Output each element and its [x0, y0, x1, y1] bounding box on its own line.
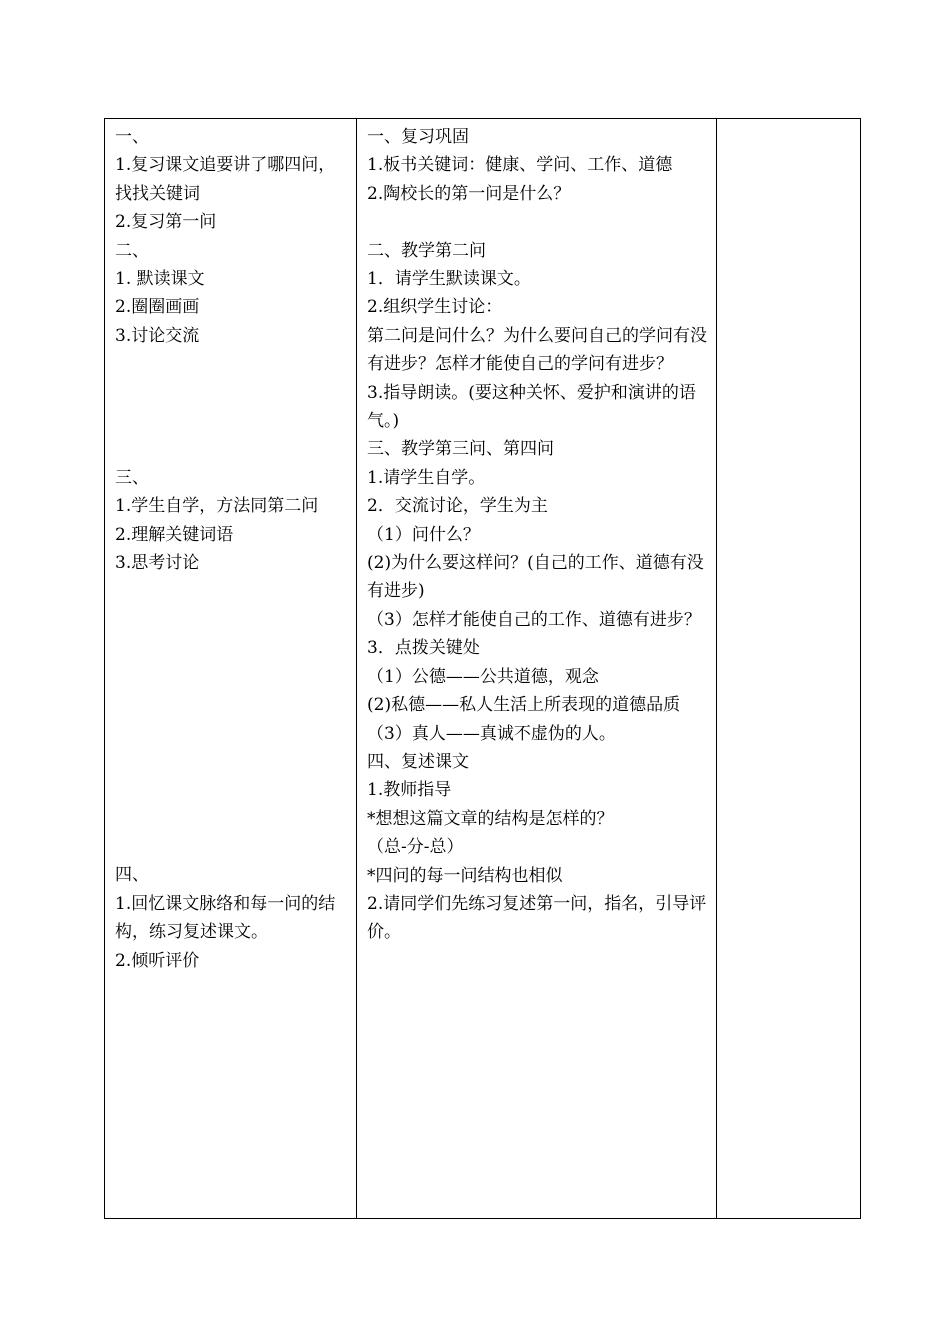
student-activity-line: 3.讨论交流	[115, 325, 200, 346]
teacher-activity-line: 3．点拨关键处	[367, 638, 480, 659]
teacher-activity-line: (2)为什么要这样问？(自己的工作、道德有没有进步)	[367, 553, 704, 602]
teacher-activity-line: 2.陶校长的第一问是什么？	[367, 183, 571, 204]
teacher-activity-line: （1）问什么？	[367, 524, 480, 545]
student-activities-list	[115, 123, 348, 975]
student-activity-line	[115, 719, 348, 747]
teacher-activity-line: 1.板书关键词：健康、学问、工作、道德	[367, 155, 673, 176]
student-activity-line: 2.倾听评价	[115, 950, 200, 971]
teacher-activity-line: 二、教学第二问	[367, 240, 486, 261]
student-activity-line	[115, 379, 348, 407]
student-activities-cell	[105, 119, 357, 1219]
student-activity-line	[115, 748, 348, 776]
student-activity-line: 1.回忆课文脉络和每一问的结构，练习复述课文。	[115, 893, 336, 943]
student-activity-line	[115, 776, 348, 804]
teacher-activity-line: 三、教学第三问、第四问	[367, 439, 554, 460]
teacher-activity-line: 2.请同学们先练习复述第一问，指名，引导评价。	[367, 893, 707, 943]
teacher-activity-line: 1．请学生默读课文。	[367, 269, 531, 290]
teacher-activity-line: 1.教师指导	[367, 780, 452, 801]
teacher-activity-line: （1）公德——公共道德，观念	[367, 666, 599, 687]
notes-cell	[717, 119, 861, 1219]
student-activity-line: 3.思考讨论	[115, 553, 200, 574]
student-activity-line	[115, 407, 348, 435]
student-activity-line: 2.圈圈画画	[115, 297, 200, 318]
student-activity-line	[115, 634, 348, 662]
lesson-plan-table	[104, 118, 861, 1219]
student-activity-line	[115, 691, 348, 719]
teacher-activity-line: 1.请学生自学。	[367, 467, 486, 488]
teacher-activity-line: （总-分-总）	[367, 837, 464, 858]
teacher-activity-line	[367, 208, 708, 236]
student-activity-line: 三、	[115, 467, 149, 488]
teacher-activity-line: *四问的每一问结构也相似	[367, 865, 563, 886]
teacher-activities-list	[367, 123, 708, 947]
student-activity-line: 二、	[115, 240, 149, 261]
student-activity-line	[115, 435, 348, 463]
student-activity-line	[115, 606, 348, 634]
teacher-activity-line: 第二问是问什么？为什么要问自己的学问有没有进步？怎样才能使自己的学问有进步？	[367, 325, 707, 375]
teacher-activity-line: 四、复述课文	[367, 751, 469, 772]
student-activity-line: 2.复习第一问	[115, 212, 217, 233]
student-activity-line	[115, 833, 348, 861]
teacher-activity-line: 2.组织学生讨论：	[367, 297, 503, 318]
student-activity-line: 四、	[115, 865, 149, 886]
student-activity-line	[115, 805, 348, 833]
student-activity-line: 2.理解关键词语	[115, 524, 234, 545]
student-activity-line	[115, 350, 348, 378]
teacher-activity-line: 一、复习巩固	[367, 127, 469, 147]
teacher-activity-line: 2．交流讨论，学生为主	[367, 496, 548, 517]
student-activity-line: 1.复习课文追要讲了哪四问，找找关键词	[115, 155, 336, 204]
teacher-activity-line: 3.指导朗读。(要这种关怀、爱护和演讲的语气。)	[367, 382, 696, 432]
teacher-activity-line: *想想这篇文章的结构是怎样的？	[367, 808, 614, 829]
student-activity-line	[115, 663, 348, 691]
student-activity-line	[115, 577, 348, 605]
student-activity-line: 一、	[115, 127, 149, 147]
teacher-activity-line: （3）真人——真诚不虚伪的人。	[367, 723, 616, 744]
teacher-activity-line: （3）怎样才能使自己的工作、道德有进步？	[367, 609, 701, 630]
table-row	[105, 119, 861, 1219]
student-activity-line: 1.学生自学，方法同第二问	[115, 496, 319, 517]
teacher-activities-cell	[357, 119, 717, 1219]
student-activity-line: 1. 默读课文	[115, 269, 205, 290]
teacher-activity-line: (2)私德——私人生活上所表现的道德品质	[367, 695, 681, 716]
